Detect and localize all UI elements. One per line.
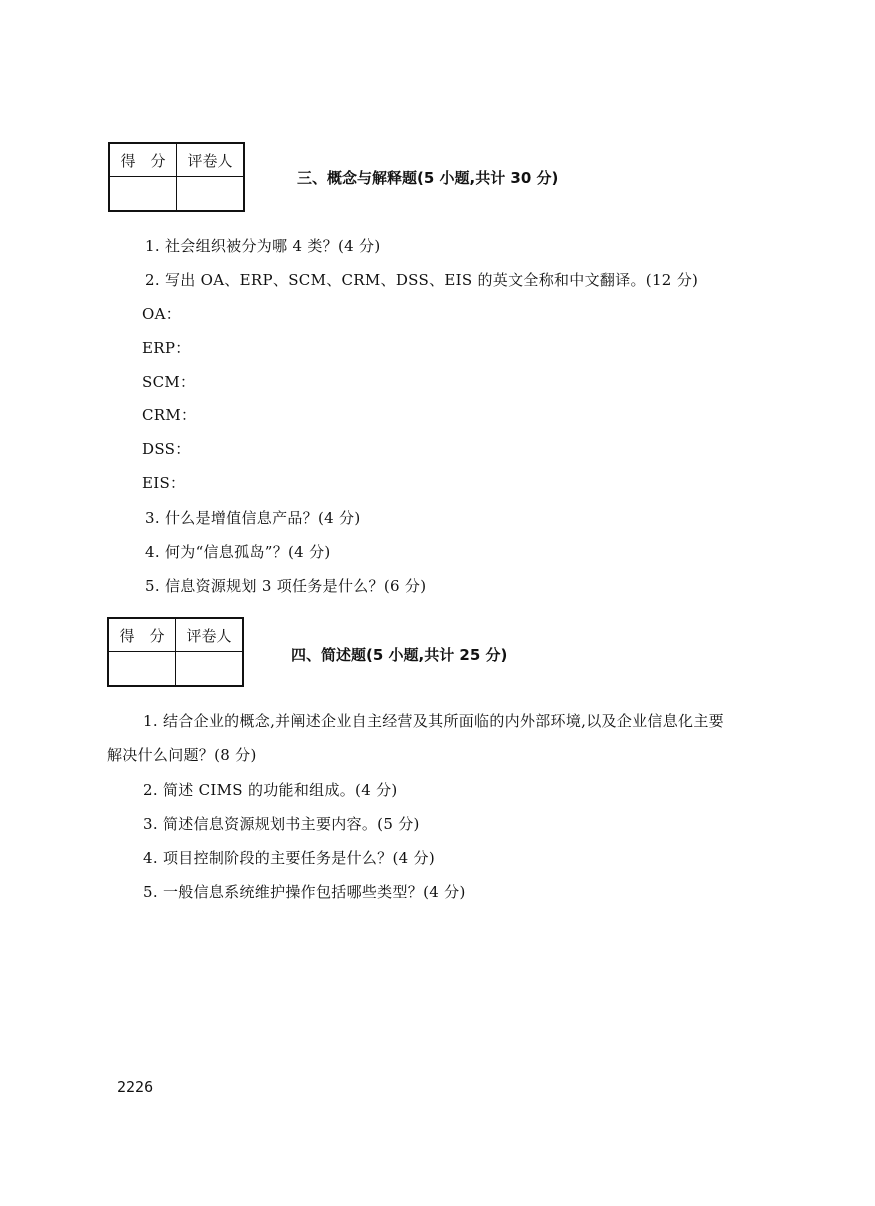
- section4-score-table: [107, 617, 244, 687]
- s4-question-1: 1. 结合企业的概念,并阐述企业自主经营及其所面临的内外部环境,以及企业信息化主要: [143, 712, 724, 730]
- reviewer-cell[interactable]: [176, 652, 244, 687]
- s3-answer-erp: ERP：: [142, 339, 191, 357]
- score-cell[interactable]: [108, 652, 176, 687]
- s4-question-2: 2. 简述 CIMS 的功能和组成。(4 分): [143, 781, 398, 799]
- s4-question-4: 4. 项目控制阶段的主要任务是什么？(4 分): [143, 849, 435, 867]
- score-header: 得 分: [108, 618, 176, 652]
- s4-question-5: 5. 一般信息系统维护操作包括哪些类型？(4 分): [143, 883, 466, 901]
- page-code: 2226: [117, 1078, 154, 1096]
- s3-answer-dss: DSS：: [142, 440, 191, 458]
- section3-title: 三、概念与解释题(5 小题,共计 30 分): [297, 169, 559, 187]
- s3-answer-oa: OA：: [142, 305, 182, 323]
- s3-question-5: 5. 信息资源规划 3 项任务是什么？(6 分): [145, 577, 427, 595]
- reviewer-header: 评卷人: [176, 618, 244, 652]
- score-header: 得 分: [109, 143, 177, 177]
- s3-question-1: 1. 社会组织被分为哪 4 类？(4 分): [145, 237, 381, 255]
- s3-answer-crm: CRM：: [142, 406, 197, 424]
- section3-score-table: [108, 142, 245, 212]
- s3-answer-eis: EIS：: [142, 474, 186, 492]
- s3-question-3: 3. 什么是增值信息产品？(4 分): [145, 509, 361, 527]
- section4-title: 四、简述题(5 小题,共计 25 分): [291, 646, 508, 664]
- s3-question-4: 4. 何为“信息孤岛”？(4 分): [145, 543, 331, 561]
- s3-question-2: 2. 写出 OA、ERP、SCM、CRM、DSS、EIS 的英文全称和中文翻译。(12 分): [145, 271, 699, 289]
- s3-answer-scm: SCM：: [142, 373, 196, 391]
- score-cell[interactable]: [109, 177, 177, 212]
- reviewer-cell[interactable]: [177, 177, 245, 212]
- s4-question-1-cont: 解决什么问题？(8 分): [107, 746, 257, 764]
- s4-question-3: 3. 简述信息资源规划书主要内容。(5 分): [143, 815, 420, 833]
- reviewer-header: 评卷人: [177, 143, 245, 177]
